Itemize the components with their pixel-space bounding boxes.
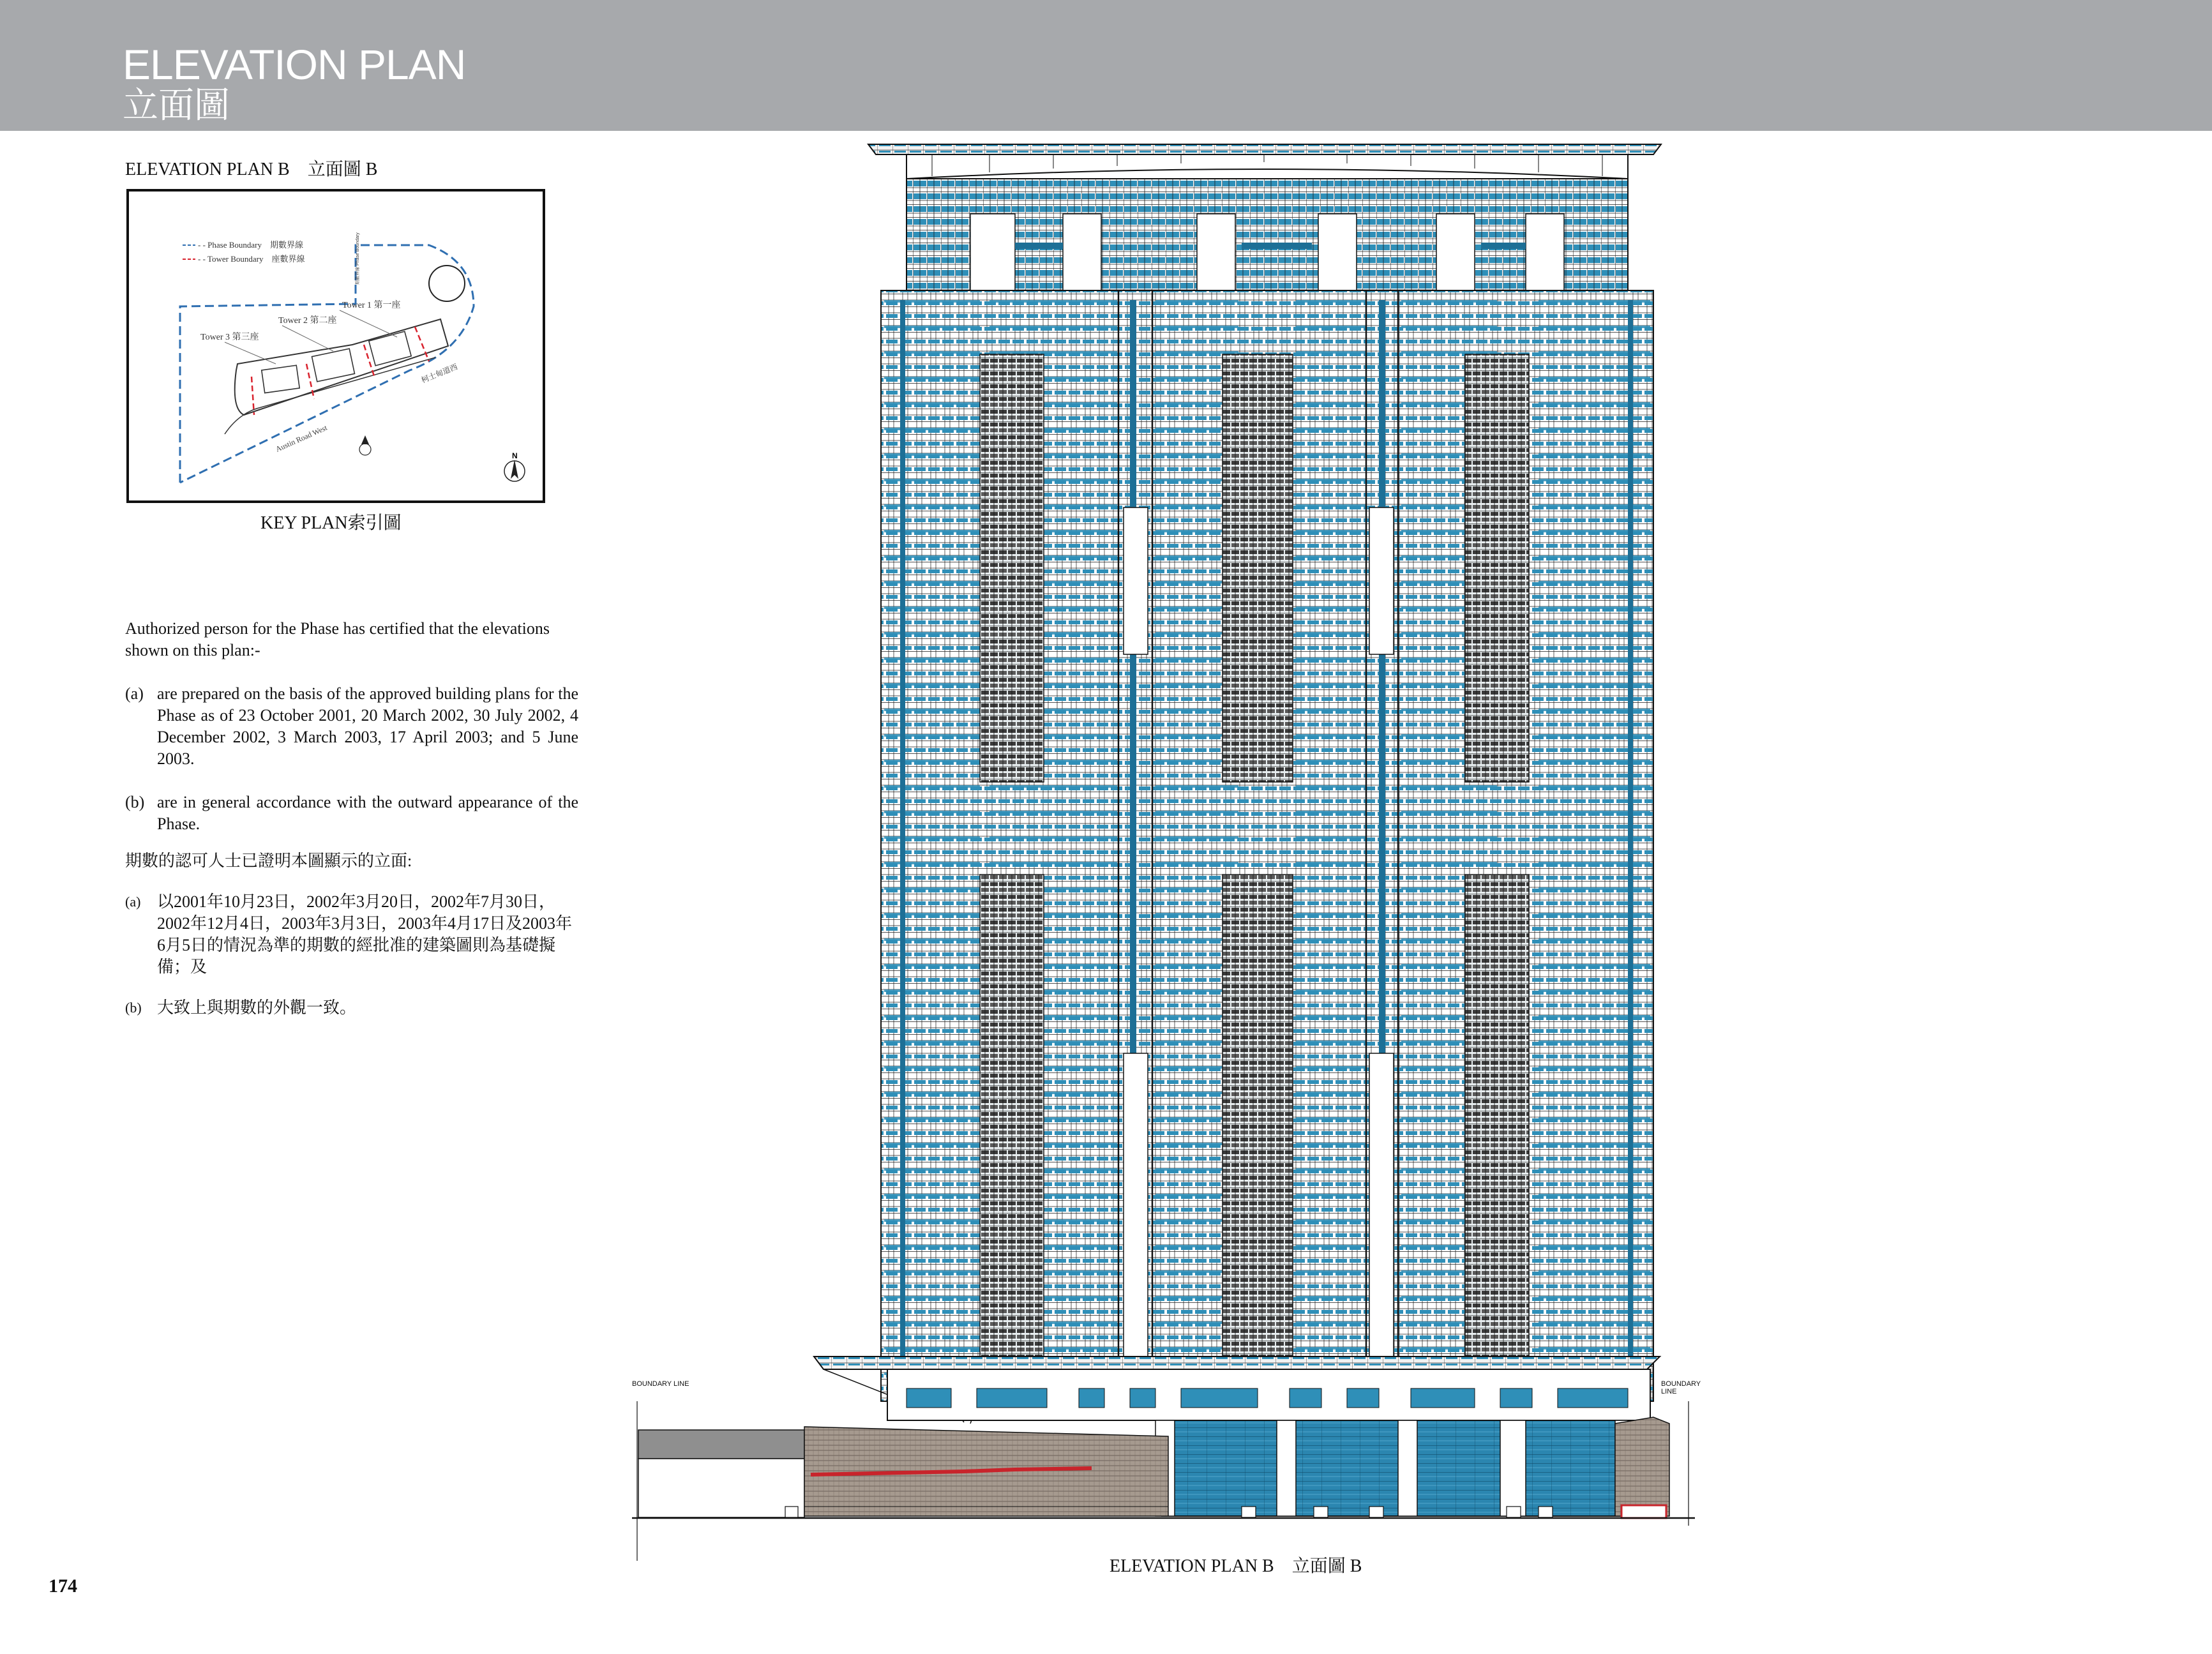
- road-edge: [225, 357, 435, 434]
- note-zh-b-marker: (b): [125, 1000, 142, 1016]
- north-arrow-icon: [504, 451, 525, 481]
- spandrel-band: [1155, 351, 1238, 354]
- note-zh-a-text: 以2001年10月23日，2002年3月20日，2002年7月30日，2002年12月4日，2003年3月3日，2003年4月17日及2003年6月5日的情況為準的期數的經批准的建築圖則為基礎擬備；及: [157, 892, 573, 976]
- spandrel-band: [884, 1321, 980, 1324]
- spandrel-band: [1296, 555, 1366, 558]
- spandrel-band: [1401, 326, 1497, 328]
- spandrel-band: [989, 862, 1117, 864]
- spandrel-band: [1155, 836, 1238, 839]
- spandrel-band: [884, 428, 980, 430]
- spandrel-band: [884, 1296, 980, 1298]
- spandrel-band: [884, 1219, 980, 1222]
- notes-zh-intro: 期數的認可人士已證明本圖顯示的立面:: [125, 852, 412, 870]
- spandrel-band: [1296, 479, 1366, 481]
- spandrel-band: [884, 760, 980, 762]
- spandrel-band: [1539, 504, 1650, 507]
- spandrel-band: [1539, 1219, 1650, 1222]
- spandrel-band: [884, 606, 980, 609]
- spandrel-band: [1155, 300, 1238, 303]
- spandrel-band: [884, 632, 980, 635]
- spandrel-band: [1296, 862, 1366, 864]
- spandrel-band: [1296, 760, 1366, 762]
- spandrel-band: [884, 555, 980, 558]
- spandrel-band: [1296, 581, 1366, 583]
- legend-tower-label: - - Tower Boundary 座數界線: [198, 254, 305, 264]
- spandrel-band: [1539, 1143, 1650, 1145]
- spandrel-band: [1401, 811, 1497, 813]
- spandrel-band: [1539, 1168, 1650, 1171]
- spandrel-band: [1539, 1041, 1650, 1043]
- road-label: Austin Road West: [274, 423, 329, 454]
- elevation-caption: ELEVATION PLAN B 立面圖 B: [1110, 1556, 1362, 1576]
- spandrel-band: [1539, 887, 1650, 890]
- certification-notes-zh: [125, 850, 578, 1019]
- spandrel-band: [884, 989, 980, 992]
- spandrel-band: [884, 862, 980, 864]
- spandrel-band: [884, 479, 980, 481]
- spandrel-band: [1296, 1270, 1366, 1273]
- spandrel-band: [1539, 760, 1650, 762]
- spandrel-band: [1539, 862, 1650, 864]
- spandrel-band: [989, 300, 1117, 303]
- note-b-marker: (b): [125, 793, 145, 811]
- note-b: [125, 792, 578, 835]
- spandrel-band: [1155, 326, 1238, 328]
- tower3-label: Tower 3 第三座: [200, 333, 259, 342]
- tower-boundary-lines: [252, 327, 429, 415]
- boundary-line-left: BOUNDARY LINE: [632, 1380, 689, 1388]
- spandrel-band: [1296, 1168, 1366, 1171]
- spandrel-band: [884, 453, 980, 456]
- spandrel-band: [884, 1194, 980, 1196]
- spandrel-band: [884, 351, 980, 354]
- spandrel-band: [884, 1015, 980, 1018]
- spandrel-band: [884, 709, 980, 711]
- spandrel-band: [1539, 428, 1650, 430]
- spandrel-band: [1539, 300, 1650, 303]
- spandrel-band: [989, 811, 1117, 813]
- spandrel-band: [1539, 683, 1650, 686]
- spandrel-band: [1539, 964, 1650, 966]
- spandrel-band: [1296, 1092, 1366, 1094]
- spandrel-band: [1296, 913, 1366, 915]
- note-zh-a: [125, 891, 578, 978]
- spandrel-band: [1401, 300, 1497, 303]
- note-a-marker: (a): [125, 684, 144, 703]
- spandrel-band: [1296, 683, 1366, 686]
- spandrel-band: [989, 326, 1117, 328]
- podium: [632, 1369, 1695, 1561]
- spandrel-band: [884, 1347, 980, 1350]
- spandrel-band: [884, 300, 980, 303]
- key-plan: [126, 189, 545, 503]
- spandrel-band: [884, 326, 980, 328]
- spandrel-band: [1296, 632, 1366, 635]
- spandrel-band: [1296, 709, 1366, 711]
- spandrel-band: [1539, 658, 1650, 660]
- spandrel-band: [1401, 785, 1497, 788]
- spandrel-band: [1539, 1321, 1650, 1324]
- road-label-zh: 柯士甸道西: [419, 362, 459, 385]
- spandrel-band: [1539, 938, 1650, 941]
- spandrel-band: [1296, 1194, 1366, 1196]
- spandrel-band: [1539, 377, 1650, 379]
- spandrel-band: [884, 530, 980, 532]
- spandrel-band: [1539, 1066, 1650, 1069]
- spandrel-band: [989, 351, 1117, 354]
- spandrel-band: [1539, 402, 1650, 405]
- phase-boundary-small-label: 期數界線 Phase Boundary: [356, 232, 360, 285]
- spandrel-band: [1296, 785, 1366, 788]
- spandrel-band: [884, 1066, 980, 1069]
- roundabout-circle: [429, 266, 465, 301]
- spandrel-band: [884, 1168, 980, 1171]
- spandrel-band: [1539, 785, 1650, 788]
- boundary-line-right: BOUNDARY LINE: [1661, 1380, 1701, 1395]
- spandrel-band: [1155, 785, 1238, 788]
- spandrel-band: [884, 811, 980, 813]
- spandrel-band: [884, 377, 980, 379]
- spandrel-band: [884, 785, 980, 788]
- spandrel-band: [1296, 300, 1366, 303]
- spandrel-band: [1539, 709, 1650, 711]
- spandrel-band: [884, 1143, 980, 1145]
- spandrel-band: [884, 913, 980, 915]
- spandrel-band: [1539, 1270, 1650, 1273]
- spandrel-band: [1401, 836, 1497, 839]
- section-title: ELEVATION PLAN B 立面圖 B: [125, 160, 378, 179]
- spandrel-band: [1296, 734, 1366, 737]
- spandrel-band: [1539, 1092, 1650, 1094]
- spandrel-band: [1296, 1296, 1366, 1298]
- spandrel-band: [1539, 989, 1650, 992]
- key-plan-drawing: [129, 192, 543, 500]
- key-plan-caption: KEY PLAN索引圖: [260, 513, 402, 533]
- spandrel-band: [884, 1092, 980, 1094]
- spandrel-band: [1539, 1245, 1650, 1247]
- page-subtitle: 立面圖: [123, 85, 230, 126]
- spandrel-band: [1539, 555, 1650, 558]
- spandrel-band: [1539, 453, 1650, 456]
- spandrel-band: [1296, 1321, 1366, 1324]
- spandrel-band: [1539, 479, 1650, 481]
- spandrel-band: [1539, 326, 1650, 328]
- spandrel-band: [884, 938, 980, 941]
- spandrel-band: [1296, 504, 1366, 507]
- spandrel-band: [884, 1245, 980, 1247]
- spandrel-band: [1296, 428, 1366, 430]
- spandrel-band: [1155, 811, 1238, 813]
- spandrel-band: [884, 683, 980, 686]
- spandrel-band: [884, 1117, 980, 1120]
- page-title: ELEVATION PLAN: [123, 41, 466, 88]
- spandrel-band: [1296, 964, 1366, 966]
- legend-phase-label: - - Phase Boundary 期數界線: [198, 240, 304, 250]
- spandrel-band: [989, 836, 1117, 839]
- spandrel-band: [1539, 581, 1650, 583]
- elevation-svg: [632, 140, 1711, 1577]
- spandrel-band: [1539, 1194, 1650, 1196]
- spandrel-band: [884, 964, 980, 966]
- elevation-drawing: [632, 140, 1711, 1577]
- spandrel-band: [1296, 938, 1366, 941]
- spandrel-band: [884, 581, 980, 583]
- roof-canopy: [868, 144, 1661, 179]
- spandrel-band: [884, 1270, 980, 1273]
- spandrel-band: [884, 658, 980, 660]
- spandrel-band: [1155, 862, 1238, 864]
- spandrel-band: [1296, 1245, 1366, 1247]
- page-number: 174: [49, 1575, 77, 1597]
- spandrel-band: [1296, 326, 1366, 328]
- spandrel-band: [884, 1041, 980, 1043]
- spandrel-band: [989, 785, 1117, 788]
- spandrel-band: [1401, 862, 1497, 864]
- spandrel-band: [1539, 1015, 1650, 1018]
- spandrel-band: [1539, 1296, 1650, 1298]
- note-zh-a-marker: (a): [125, 894, 141, 910]
- spandrel-band: [1296, 836, 1366, 839]
- notes-intro: Authorized person for the Phase has certified that the elevations shown on this plan:-: [125, 619, 550, 659]
- north-label: N: [512, 451, 518, 460]
- note-zh-b: [125, 997, 578, 1019]
- spandrel-band: [1539, 1347, 1650, 1350]
- spandrel-band: [1296, 1015, 1366, 1018]
- spandrel-band: [1296, 887, 1366, 890]
- spandrel-band: [1296, 1219, 1366, 1222]
- spandrel-band: [1296, 1041, 1366, 1043]
- tower2-label: Tower 2 第二座: [278, 316, 337, 326]
- spandrel-band: [1539, 1117, 1650, 1120]
- spandrel-band: [1296, 377, 1366, 379]
- spandrel-band: [884, 887, 980, 890]
- spandrel-band: [1539, 530, 1650, 532]
- spandrel-band: [1296, 658, 1366, 660]
- spandrel-band: [1539, 734, 1650, 737]
- tower1-label: Tower 1 第一座: [342, 301, 401, 310]
- spandrel-band: [884, 504, 980, 507]
- note-a-text: are prepared on the basis of the approved building plans for the Phase as of 23 October 2001, 20 March 2002, 30 July 2002, 4 December 2002, 3 March 2003, 17 April 2003; and 5 June 2003.: [157, 684, 578, 768]
- note-b-text: are in general accordance with the outward appearance of the Phase.: [157, 793, 578, 833]
- spandrel-band: [1296, 402, 1366, 405]
- spandrel-band: [1539, 836, 1650, 839]
- spandrel-band: [884, 734, 980, 737]
- spandrel-band: [1539, 811, 1650, 813]
- spandrel-band: [1296, 530, 1366, 532]
- spandrel-band: [1539, 606, 1650, 609]
- spandrel-band: [884, 402, 980, 405]
- note-a: [125, 683, 578, 770]
- spandrel-band: [1296, 1117, 1366, 1120]
- spandrel-band: [1296, 1066, 1366, 1069]
- tower-shafts: [881, 290, 1653, 1401]
- spandrel-band: [1296, 351, 1366, 354]
- spandrel-band: [1296, 989, 1366, 992]
- spandrel-band: [1539, 351, 1650, 354]
- spandrel-band: [1401, 351, 1497, 354]
- spandrel-band: [1296, 453, 1366, 456]
- spandrel-band: [1296, 811, 1366, 813]
- certification-notes: [125, 618, 578, 835]
- spandrel-band: [1539, 632, 1650, 635]
- spandrel-band: [1539, 913, 1650, 915]
- note-zh-b-text: 大致上與期數的外觀一致。: [157, 998, 357, 1017]
- spandrel-band: [1296, 1347, 1366, 1350]
- spandrel-band: [1296, 606, 1366, 609]
- spandrel-band: [884, 836, 980, 839]
- viewpoint-marker: [359, 435, 371, 455]
- spandrel-band: [1296, 1143, 1366, 1145]
